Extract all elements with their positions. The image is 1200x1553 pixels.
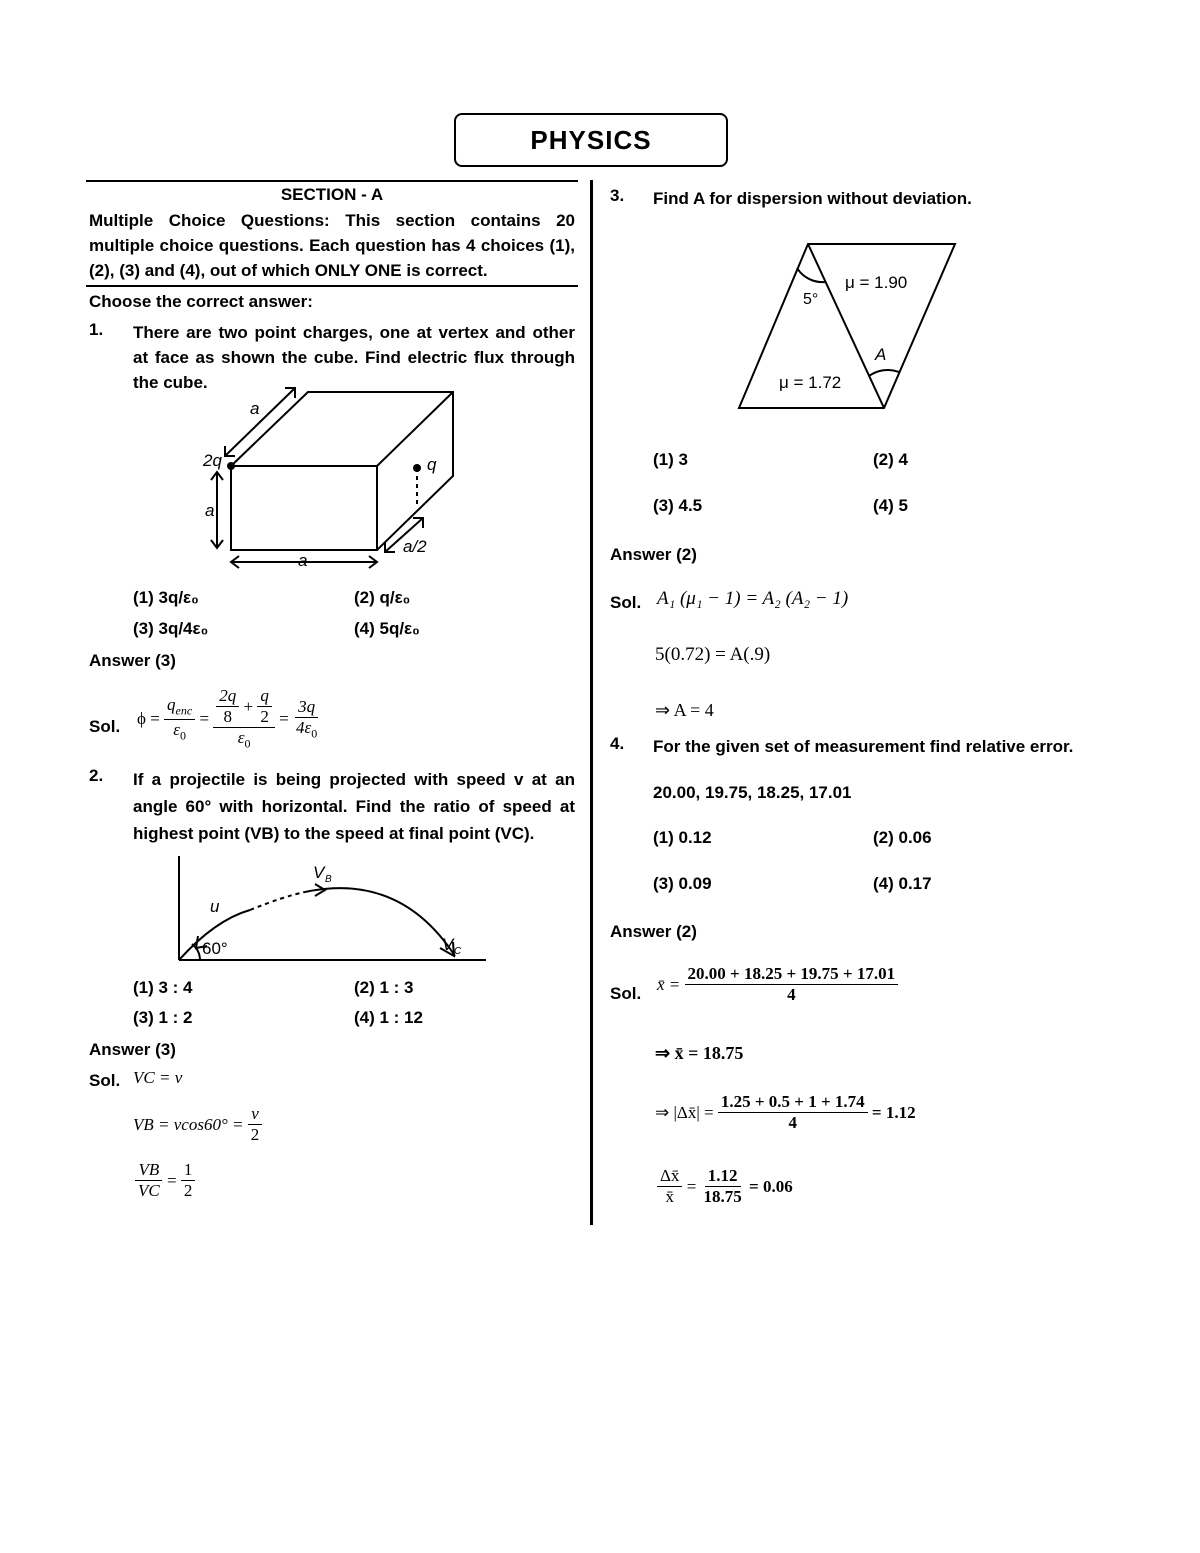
section-instructions: Multiple Choice Questions: This section contains 20 multiple choice questions. Each question has 4 choices (1), (2), (3) and (4), out of which ONLY ONE is correct. [89, 211, 575, 280]
q2-fig-vb: V [313, 863, 325, 882]
q2-sol-line2-num: v [251, 1104, 259, 1123]
q3-prism-figure [733, 238, 963, 416]
q2-option-2: (2) 1 : 3 [354, 978, 414, 997]
q4-data: 20.00, 19.75, 18.25, 17.01 [653, 783, 852, 802]
q2-fig-angle: 60° [202, 939, 228, 958]
q1-answer: Answer (3) [89, 651, 176, 670]
q3-option-2: (2) 4 [873, 450, 908, 469]
q2-fig-u: u [210, 897, 220, 916]
q1-sol-n3: 3q [298, 696, 316, 716]
q1-sol-frac1 [164, 695, 195, 743]
q1-sol-qenc: q [167, 695, 176, 715]
q4-sol-rel-num: Δx̄ [657, 1166, 682, 1187]
q4-sol-mean-den: 4 [787, 985, 796, 1004]
q1-fig-2q: 2q [203, 451, 222, 470]
q4-sol-label: Sol. [610, 984, 642, 1003]
q3-number: 3. [610, 186, 625, 205]
q4-option-4: (4) 0.17 [873, 874, 932, 893]
q1-cube-figure [195, 380, 485, 575]
q4-sol-rel-fnum: 1.12 [705, 1166, 741, 1187]
q3-sol-label: Sol. [610, 593, 642, 612]
q1-sol-plus: + [243, 696, 254, 716]
q1-sol-d2: 2 [260, 707, 269, 727]
q4-sol-rel [657, 1166, 793, 1207]
q4-sol-dev [655, 1092, 916, 1133]
q1-sol-n2: q [260, 686, 269, 706]
q3-sol-line3: ⇒ A = 4 [655, 700, 714, 720]
q1-fig-q: q [427, 455, 437, 474]
q2-answer: Answer (3) [89, 1040, 176, 1059]
q2-option-1: (1) 3 : 4 [133, 978, 193, 997]
q1-sol-eps0: ε [173, 719, 180, 739]
q2-number: 2. [89, 766, 104, 785]
q4-sol-mean [657, 964, 898, 1005]
q4-sol-mean-res: ⇒ x̄ = 18.75 [655, 1043, 744, 1063]
q2-option-3: (3) 1 : 2 [133, 1008, 193, 1027]
q3-option-3: (3) 4.5 [653, 496, 703, 515]
q4-sol-dev-num: 1.25 + 0.5 + 1 + 1.74 [718, 1092, 868, 1113]
q1-sol-enc: enc [175, 703, 193, 718]
q1-solution [137, 680, 320, 758]
q3-fig-a: A [875, 345, 887, 364]
q4-sol-dev-res: = 1.12 [871, 1102, 916, 1122]
q3-text: Find A for dispersion without deviation. [653, 189, 972, 208]
q4-option-2: (2) 0.06 [873, 828, 932, 847]
q1-fig-a-top: a [250, 399, 260, 418]
section-heading: SECTION - A [280, 185, 384, 204]
q2-sol-line2-lhs: VB = vcos60° = [133, 1114, 244, 1134]
q1-fig-a-half: a/2 [403, 537, 427, 556]
q1-option-3: (3) 3q/4ε₀ [133, 619, 209, 638]
page-title: PHYSICS [454, 113, 728, 167]
q2-projectile-figure [170, 852, 490, 967]
q2-sol-line3-den: VC [138, 1181, 160, 1200]
q4-sol-mean-lhs: x̄ = [657, 974, 681, 994]
q2-sol-line2-den: 2 [250, 1125, 260, 1144]
q4-sol-rel-res: = 0.06 [749, 1176, 793, 1196]
q1-sol-sub0: 0 [179, 727, 186, 742]
q1-number: 1. [89, 320, 104, 339]
q2-sol-line3 [135, 1160, 195, 1201]
q1-sol-phi: ϕ = [137, 709, 160, 728]
q1-option-4: (4) 5q/ε₀ [354, 619, 420, 638]
q2-sol-line3-rnum: 1 [181, 1160, 196, 1181]
column-divider [590, 180, 593, 1225]
q2-sol-line1: VC = v [133, 1068, 183, 1087]
q2-fig-vc: V [442, 935, 454, 954]
q4-sol-rel-eq: = [686, 1176, 697, 1196]
q1-sol-frac2: $\frac{2q}{8}$ + $\frac{q}{2}$ $\varepsilon_0$ [213, 686, 275, 751]
q1-sol-label: Sol. [89, 717, 121, 736]
q1-sol-eq2: = [279, 709, 289, 728]
section-bottom-rule [86, 285, 578, 287]
q4-number: 4. [610, 734, 625, 753]
q3-answer: Answer (2) [610, 545, 697, 564]
q3-sol-line2: 5(0.72) = A(.9) [655, 644, 771, 665]
q2-sol-line3-rden: 2 [183, 1181, 193, 1200]
q4-option-3: (3) 0.09 [653, 874, 712, 893]
q3-fig-angle: 5° [803, 291, 819, 308]
q1-text: There are two point charges, one at vertex and other at face as shown the cube. Find electric flux through the cube. [133, 323, 575, 392]
q4-sol-rel-den: x̄ [665, 1187, 674, 1206]
q1-sol-n1: 2q [219, 686, 237, 706]
q1-sol-d1: 8 [223, 707, 233, 727]
q2-fig-vc-sub: C [454, 946, 462, 957]
q3-option-4: (4) 5 [873, 496, 908, 515]
q2-option-4: (4) 1 : 12 [354, 1008, 423, 1027]
q4-sol-dev-den: 4 [788, 1113, 797, 1132]
q1-fig-a-left: a [205, 501, 215, 520]
q4-text: For the given set of measurement find relative error. [653, 737, 1074, 756]
q2-fig-vb-sub: B [325, 874, 332, 885]
q1-option-2: (2) q/ε₀ [354, 588, 411, 607]
q1-sol-d3: 4ε [295, 717, 312, 737]
q2-text: If a projectile is being projected with speed v at an angle 60° with horizontal. Find the ratio of speed at highest point (VB) to the speed at final point (VC). [133, 770, 575, 843]
q2-sol-label: Sol. [89, 1071, 121, 1090]
q3-fig-mu2: μ = 1.72 [779, 373, 842, 392]
q3-sol-line1: A₁ (μ₁ − 1) = A₂ (A₂ − 1) [657, 588, 849, 609]
q2-sol-line3-eq: = [166, 1170, 177, 1190]
q3-option-1: (1) 3 [653, 450, 688, 469]
q4-answer: Answer (2) [610, 922, 697, 941]
q1-option-1: (1) 3q/ε₀ [133, 588, 199, 607]
q1-sol-frac3: $\frac{3q}{4\varepsilon_0}$ [295, 696, 318, 741]
q1-sol-eq: = [199, 709, 210, 728]
q4-sol-dev-lhs: ⇒ |Δx̄| = [655, 1102, 714, 1122]
choose-label: Choose the correct answer: [89, 292, 313, 311]
q2-sol-line3-num: VB [138, 1160, 160, 1179]
q4-sol-rel-fden: 18.75 [703, 1187, 742, 1206]
q4-sol-mean-num: 20.00 + 18.25 + 19.75 + 17.01 [685, 964, 899, 985]
q1-fig-a-bottom: a [298, 551, 308, 570]
q3-fig-mu1: μ = 1.90 [845, 273, 908, 292]
q4-option-1: (1) 0.12 [653, 828, 712, 847]
q2-sol-line2 [133, 1104, 262, 1145]
